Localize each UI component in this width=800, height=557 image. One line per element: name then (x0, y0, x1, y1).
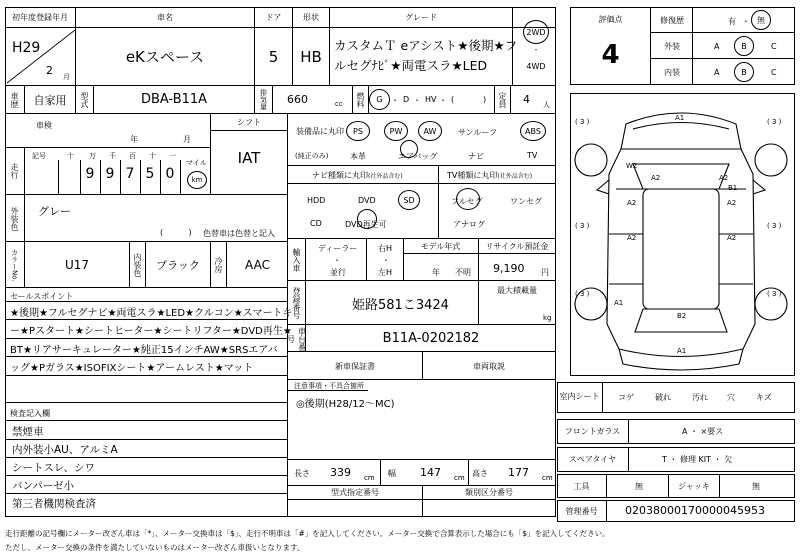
wheel-mark-rr-value: 3 (771, 290, 777, 298)
digit-sep-0 (58, 160, 59, 194)
doc-manual: 車両取説 (473, 361, 505, 371)
first-reg-cell (5, 28, 76, 85)
tools-label: 工具 (557, 474, 607, 498)
inspection-line-3: バンパーゼ小 (12, 480, 75, 492)
shape-label: 形状 (293, 7, 330, 28)
ext-c: C (771, 42, 777, 51)
usage-label: 車歴 (5, 86, 25, 113)
wheel-mark-fr-value: 3 (771, 118, 777, 126)
import-left: 左H (378, 268, 393, 277)
spare-label: スペアタイヤ (557, 447, 629, 472)
reg-month: 2 (46, 64, 53, 77)
capacity-unit: 人 (543, 101, 550, 109)
registration-label: 登録番号 (288, 281, 306, 325)
tv-label-sub: (社外品含む) (497, 173, 533, 180)
grade-label: グレード (330, 7, 513, 28)
cc-unit: cc (335, 100, 343, 108)
int-b: B (741, 67, 747, 77)
tv-fullseg: フルセグ (451, 197, 483, 206)
selling-label: セールスポイント (10, 292, 74, 301)
shift-label: シフト (237, 117, 261, 127)
wheel-mark-rl-value: 3 (579, 290, 585, 298)
type-no-label: 型式指定番号 (288, 486, 422, 500)
digit-label-1: 万 (89, 152, 96, 160)
tv-label-text: TV種類に丸印 (447, 171, 498, 180)
fuel-dot-2: ・ (413, 96, 421, 105)
fuel-paren-close: ) (483, 95, 487, 104)
ac-label: 冷房 (211, 242, 227, 288)
doc-warranty: 新車保証書 (335, 361, 375, 371)
interior-color-value: ブラック (146, 242, 211, 288)
repair-none: 無 (757, 15, 765, 25)
inspection-line-2: シートスレ、シワ (12, 462, 96, 474)
wheel-mark-ml-value: 3 (579, 222, 585, 230)
mark-b1: B1 (728, 184, 738, 192)
wheel-mark-fl-value: 3 (579, 118, 585, 126)
fuel-hv: HV (425, 95, 437, 104)
capacity-label: 定員 (495, 86, 511, 113)
height-label: 高さ (472, 469, 488, 478)
color-note: 色替車は色替と記入 (203, 229, 275, 238)
dims-divider-2 (468, 460, 469, 486)
score-label: 評価点 (598, 14, 623, 24)
notes-label: 注意事項・不具合箇所 (294, 382, 364, 390)
mark-a2-left-rear: A2 (627, 234, 637, 242)
grade-cell (330, 28, 518, 85)
notes-block (288, 380, 556, 460)
mgmt-value: 02038000170000045953 (625, 504, 765, 517)
fuel-dot-3: ・ (439, 96, 447, 105)
sheet-opt-4: キズ (756, 393, 772, 402)
doors-value: 5 (255, 28, 293, 85)
tools-value: 無 (635, 482, 643, 491)
selling-line-0: ★後期★フルセグナビ★両電スラ★LED★クルコン★スマートキ (10, 308, 293, 319)
equip-aw: AW (423, 126, 437, 136)
digit-label-0: 十 (67, 152, 74, 160)
digit-label-2: 千 (109, 152, 116, 160)
mark-b2-rear: B2 (677, 312, 687, 320)
score-value: 4 (601, 40, 620, 70)
footer-line-1: 走行距離の記号欄にメーター改ざん車は「*」、メーター交換車は「$」、走行不明車は「#」を記入してください。メーター交換で合算表示した場合にも「$」を記入してください。 (5, 529, 610, 538)
navi-label-sub: (社外品含む) (368, 173, 403, 180)
mgmt-label: 管理番号 (557, 500, 607, 522)
sheet-opt-2: 汚れ (692, 393, 708, 402)
navi-dvd: DVD (358, 196, 376, 205)
color-no-label: カラーNo. (5, 242, 25, 288)
inspection-label: 検査記入欄 (10, 409, 50, 418)
import-dot-2: ・ (382, 256, 390, 265)
mileage-label: 走行 (5, 148, 25, 194)
interior-color-label: 内装色 (130, 242, 146, 288)
drive-dot: ・ (532, 46, 540, 54)
height-value: 177 (508, 466, 529, 479)
dims-divider-1 (380, 460, 381, 486)
digit-label-5: 一 (169, 152, 176, 160)
jack-value: 無 (752, 482, 760, 491)
usage-value: 自家用 (25, 86, 76, 113)
mark-a2-hood-r: A2 (719, 174, 729, 182)
shift-label-line (210, 130, 288, 131)
mark-a1-rear: A1 (677, 347, 687, 355)
wheel-mark-mr-value: 3 (771, 222, 777, 230)
wheel-mark-ml: ( 3 ) (575, 222, 590, 230)
digit-4: 5 (145, 166, 155, 182)
windshield-label: フロントガラス (557, 419, 629, 444)
sheet-opt-0: コゲ (618, 393, 634, 402)
tv-label (447, 170, 532, 181)
reg-year: H29 (12, 40, 41, 56)
width-cm: cm (454, 474, 465, 482)
width-value: 147 (420, 466, 441, 479)
width-label: 幅 (388, 469, 396, 478)
equip-airbag: エアバッグ (398, 152, 438, 161)
model-label: 型式 (76, 86, 94, 113)
navi-label (312, 170, 403, 181)
ac-value: AAC (245, 258, 270, 272)
grade-line-1: カスタムＴ eアシスト★後期★フ (334, 38, 518, 53)
interior-sheet-label: 室内シート (557, 382, 603, 413)
sheet-opt-3: 穴 (727, 393, 735, 402)
color-value: グレー (38, 205, 71, 218)
color-paren: ( ) (160, 228, 192, 237)
mark-a1-left-qtr: A1 (614, 299, 624, 307)
mark-a2-right-door: A2 (727, 199, 737, 207)
color-label: 外装色 (5, 195, 25, 242)
color-no-value: U17 (25, 242, 130, 288)
mileage-sign-label: 記号 (32, 152, 46, 160)
height-cm: cm (542, 474, 553, 482)
car-name-label: 車名 (76, 7, 255, 28)
first-reg-label: 初年度登録年月 (5, 7, 76, 28)
digit-sep-6 (180, 160, 181, 194)
navi-label-text: ナビ種類に丸印 (312, 171, 368, 180)
displacement-label: 排気量 (255, 86, 273, 113)
int-c: C (771, 68, 777, 77)
drive-cell (513, 7, 556, 85)
grade-line-2: ルセグﾅﾋﾞ★両電スラ★LED (334, 58, 488, 73)
damage-diagram (570, 93, 795, 376)
model-year-label: モデル年式 (403, 239, 478, 254)
reg-month-unit: 月 (63, 73, 70, 81)
wheel-mark-fl: ( 3 ) (575, 118, 590, 126)
recycle-yen: 円 (541, 268, 549, 277)
model-value: DBA-B11A (94, 86, 255, 113)
digit-2: 9 (105, 166, 115, 182)
displacement-value: 660 (287, 93, 308, 106)
chassis-label: 車台番号 (286, 326, 307, 351)
mark-w2: W2 (626, 162, 638, 170)
mark-a2-hood-l: A2 (651, 174, 661, 182)
wheel-mark-mr: ( 3 ) (767, 222, 782, 230)
navi-hdd: HDD (307, 196, 326, 205)
max-load-kg: kg (543, 314, 552, 322)
fuel-g: G (376, 95, 383, 104)
inspection-line-4: 第三者機関検査済 (12, 498, 96, 510)
digit-label-3: 百 (129, 152, 136, 160)
fuel-label: 燃料 (353, 86, 369, 113)
inspection-line-1: 内外装小AU、アルミA (12, 444, 118, 456)
ext-b: B (741, 41, 747, 51)
equip-abs: ABS (525, 126, 541, 136)
digit-label-4: 十 (149, 152, 156, 160)
length-value: 339 (330, 466, 351, 479)
sheet-opt-1: 破れ (655, 393, 671, 402)
interior-label: 内装 (664, 67, 680, 77)
selling-line-3: ッグ★Pガラス★ISOFIXシート★アームレスト★マット (10, 363, 254, 374)
digit-3: 7 (125, 166, 135, 182)
import-label: 輸入車 (288, 239, 306, 281)
selling-line-1: ー★Pスタート★シートヒーター★シートリフター★DVD再生★ (10, 326, 292, 337)
mark-a2-right-rear: A2 (727, 234, 737, 242)
model-year-unit: 年 (432, 268, 440, 277)
drive-2wd: 2WD (526, 27, 546, 37)
fuel-cell (369, 86, 495, 113)
equip-ps: PS (353, 126, 363, 136)
max-load-label: 最大積載量 (497, 285, 537, 295)
equipment-label: 装備品に丸印 (296, 127, 344, 136)
mile-label: マイル (186, 159, 207, 167)
tv-analog: アナログ (453, 220, 485, 229)
recycle-label: リサイクル預託金 (478, 239, 556, 254)
selling-rule-2 (5, 338, 288, 339)
ext-a: A (714, 42, 720, 51)
shaken-divider (5, 147, 210, 148)
import-parallel: 並行 (330, 268, 346, 277)
fuel-dot-1: ・ (391, 96, 399, 105)
selling-rule-1 (5, 319, 288, 320)
navi-tv-divider (438, 166, 439, 239)
mark-a1-front: A1 (675, 114, 685, 122)
navi-sd: SD (403, 195, 415, 205)
car-outline-svg (571, 94, 794, 375)
shape-value: HB (293, 28, 330, 85)
displacement-cell (273, 86, 353, 113)
int-a: A (714, 68, 720, 77)
door-label: ドア (255, 7, 293, 28)
shaken-label: 車検 (36, 120, 52, 130)
shaken-year-unit: 年 (130, 135, 138, 144)
import-right: 右H (378, 244, 393, 253)
windshield-value: A ・ ×要ス (682, 427, 724, 436)
car-name: eKスペース (76, 28, 255, 85)
model-year-value: 不明 (455, 268, 471, 277)
chassis-value: B11A-0202182 (382, 331, 480, 346)
notes-label-rule (288, 390, 368, 391)
import-divider-1 (366, 239, 367, 281)
equipment-sub: (純正のみ) (295, 152, 329, 160)
drive-4wd: 4WD (526, 61, 546, 71)
digit-1: 9 (85, 166, 95, 182)
spare-value: T ・ 修理 KIT ・ 欠 (662, 455, 733, 464)
capacity-cell (511, 86, 556, 113)
navi-cd: CD (310, 219, 322, 228)
fuel-d: D (403, 95, 410, 104)
equip-sunroof: サンルーフ (458, 128, 497, 137)
import-dealer: ディーラー (318, 244, 358, 253)
selling-rule-0 (5, 301, 288, 302)
equip-navi: ナビ (468, 152, 484, 161)
tv-oneseg: ワンセグ (510, 197, 542, 206)
selling-line-2: BT★リアサーキュレーター★純正15インチAW★SRSエアバ (10, 345, 278, 356)
shaken-month-unit: 月 (183, 135, 191, 144)
digit-5: 0 (165, 166, 175, 182)
exterior-label: 外装 (664, 41, 680, 51)
footer-line-2: ただし、メーター交換の条件を満たしていないものはメーター改ざん車扱いとなります。 (5, 543, 305, 552)
shift-value: IAT (237, 149, 261, 167)
wheel-mark-rr: ( 3 ) (767, 290, 782, 298)
length-cm: cm (364, 474, 375, 482)
equip-pw: PW (389, 126, 403, 136)
import-dot: ・ (333, 256, 341, 265)
selling-rule-3 (5, 356, 288, 357)
equip-tv: TV (527, 151, 538, 160)
mark-a2-left-door: A2 (627, 199, 637, 207)
capacity-value: 4 (523, 93, 530, 106)
recycle-value: 9,190 (493, 262, 525, 275)
inspection-line-0: 禁煙車 (12, 426, 44, 438)
equip-leather: 本革 (350, 152, 366, 161)
length-label: 長さ (294, 469, 310, 478)
repair-dot: ・ (742, 17, 750, 26)
repair-yes: 有 (728, 17, 736, 26)
repair-label: 修復歴 (660, 15, 684, 25)
navi-dvd-play: DVD再生可 (345, 220, 387, 229)
insp-right-border (5, 403, 288, 517)
wheel-mark-rl: ( 3 ) (575, 290, 590, 298)
notes-value: ◎後期(H28/12〜MC) (296, 399, 395, 410)
class-no-label: 類別区分番号 (422, 486, 556, 500)
km-label: km (191, 176, 203, 184)
registration-value: 姫路581こ3424 (352, 298, 449, 313)
fuel-paren-open: ( (451, 95, 455, 104)
jack-label: ジャッキ (668, 474, 720, 498)
selling-rule-4 (5, 375, 288, 376)
wheel-mark-fr: ( 3 ) (767, 118, 782, 126)
